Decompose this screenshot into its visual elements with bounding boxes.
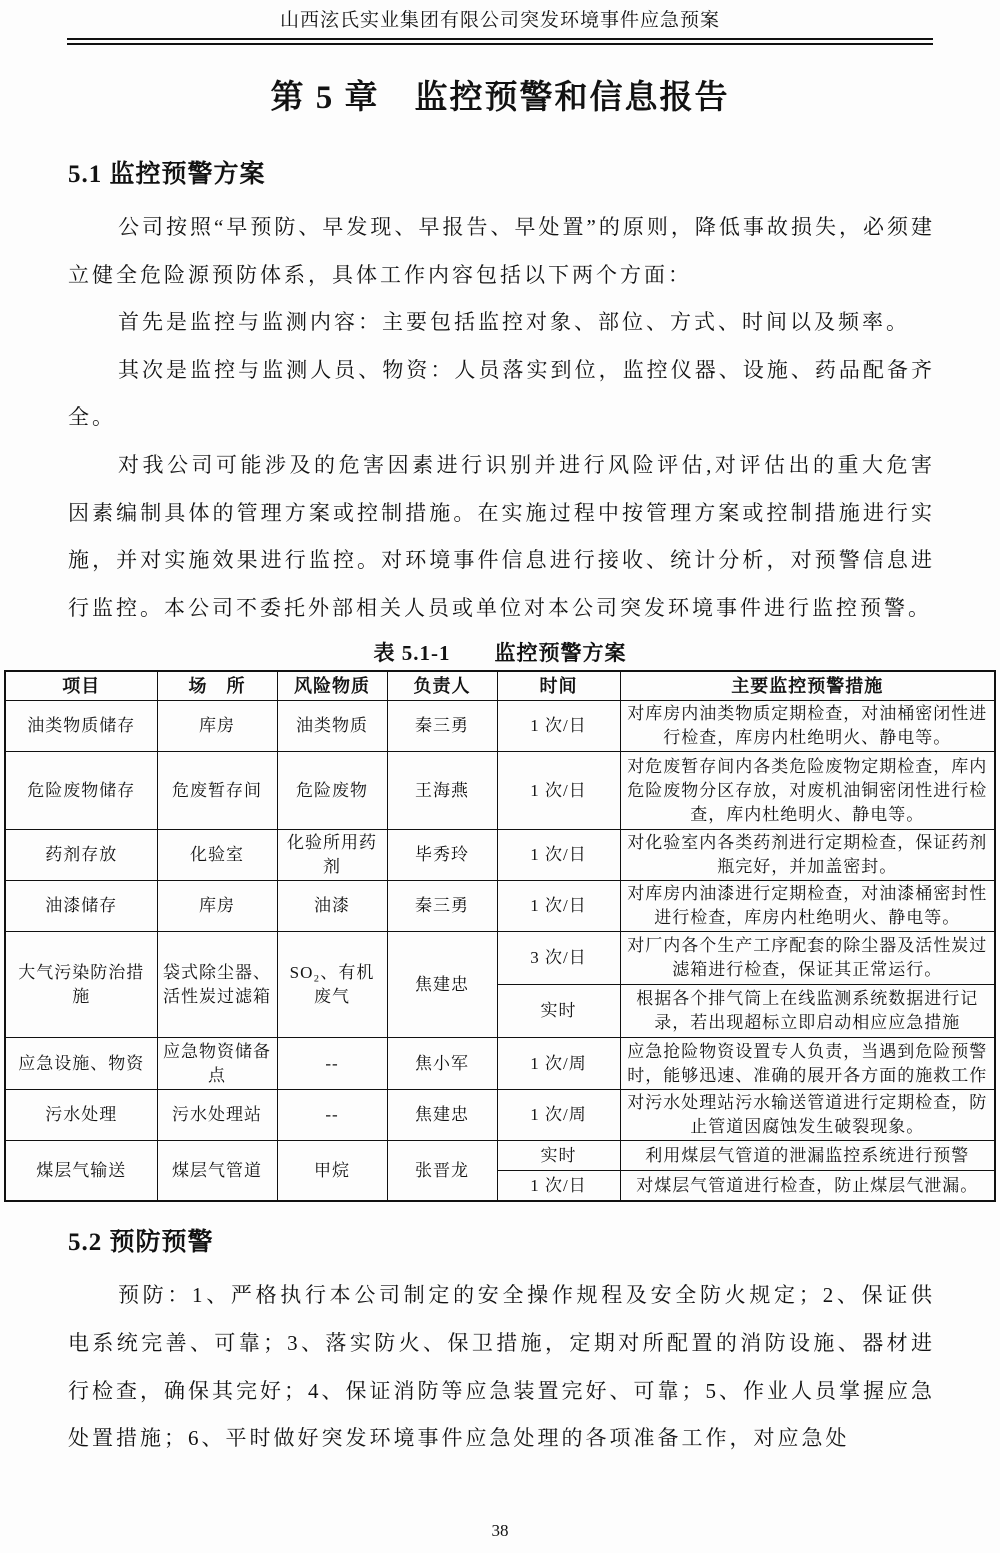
col-header-measures: 主要监控预警措施 (620, 671, 995, 701)
monitoring-plan-table (4, 670, 996, 1202)
cell-item: 油类物质储存 (5, 701, 157, 752)
cell-substance: 化验所用药剂 (277, 830, 387, 881)
cell-measure: 根据各个排气筒上在线监测系统数据进行记录，若出现超标立即启动相应应急措施 (620, 985, 995, 1038)
cell-person: 王海燕 (387, 752, 497, 830)
cell-measure: 应急抢险物资设置专人负责，当遇到危险预警时，能够迅速、准确的展开各方面的施救工作 (620, 1038, 995, 1090)
col-header-substance: 风险物质 (277, 671, 387, 701)
cell-person: 秦三勇 (387, 881, 497, 932)
cell-measure: 对库房内油漆进行定期检查，对油漆桶密封性进行检查，库房内杜绝明火、静电等。 (620, 881, 995, 932)
col-header-time: 时间 (497, 671, 620, 701)
paragraph: 首先是监控与监测内容：主要包括监控对象、部位、方式、时间以及频率。 (118, 310, 910, 335)
cell-substance: -- (277, 1090, 387, 1141)
paragraph: 对我公司可能涉及的危害因素进行识别并进行风险评估,对评估出的重大危害因素编制具体的管理方案或控制措施。在实施过程中按管理方案或控制措施进行实施，并对实施效果进行监控。对环境事件信息进行接收、统计分析，对预警信息进行监控。本公司不委托外部相关人员或单位对本公司突发环境事件进行监控预警。 (68, 452, 935, 620)
cell-measure: 对化验室内各类药剂进行定期检查，保证药剂瓶完好，并加盖密封。 (620, 830, 995, 881)
cell-person: 焦小军 (387, 1038, 497, 1090)
table-row (5, 881, 995, 932)
cell-place: 袋式除尘器、活性炭过滤箱 (157, 932, 277, 1038)
col-header-item: 项目 (5, 671, 157, 701)
table-row (5, 932, 995, 985)
running-header: 山西泫氏实业集团有限公司突发环境事件应急预案 (279, 10, 720, 31)
cell-person: 焦建忠 (387, 932, 497, 1038)
cell-item: 污水处理 (5, 1090, 157, 1141)
cell-item: 药剂存放 (5, 830, 157, 881)
section-heading-5-2: 5.2 预防预警 (68, 1229, 214, 1257)
page-number: 38 (491, 1521, 509, 1540)
cell-measure: 对库房内油类物质定期检查，对油桶密闭性进行检查，库房内杜绝明火、静电等。 (620, 701, 995, 752)
cell-item: 煤层气输送 (5, 1141, 157, 1202)
table-row (5, 1090, 995, 1141)
header-divider (67, 38, 933, 45)
table-row (5, 701, 995, 752)
section-heading-5-1: 5.1 监控预警方案 (68, 161, 266, 188)
chapter-title: 第 5 章 监控预警和信息报告 (270, 80, 730, 116)
cell-person: 张晋龙 (387, 1141, 497, 1202)
paragraph: 其次是监控与监测人员、物资：人员落实到位，监控仪器、设施、药品配备齐全。 (68, 357, 935, 430)
table-caption: 表 5.1-1 监控预警方案 (373, 641, 627, 666)
cell-substance: 油漆 (277, 881, 387, 932)
paragraph: 公司按照“早预防、早发现、早报告、早处置”的原则，降低事故损失，必须建立健全危险源预防体系，具体工作内容包括以下两个方面： (68, 215, 935, 287)
cell-measure: 对污水处理站污水输送管道进行定期检查，防止管道因腐蚀发生破裂现象。 (620, 1090, 995, 1141)
table-header-row (5, 671, 995, 701)
cell-place: 煤层气管道 (157, 1141, 277, 1202)
cell-person: 秦三勇 (387, 701, 497, 752)
cell-time: 3 次/日 (497, 932, 620, 985)
cell-place: 库房 (157, 701, 277, 752)
cell-substance: SO₂、有机废气 (277, 932, 387, 1038)
cell-person: 焦建忠 (387, 1090, 497, 1141)
cell-time: 1 次/日 (497, 830, 620, 881)
col-header-place: 场 所 (157, 671, 277, 701)
cell-time: 实时 (497, 985, 620, 1038)
cell-substance: -- (277, 1038, 387, 1090)
cell-time: 1 次/周 (497, 1038, 620, 1090)
cell-time: 1 次/日 (497, 881, 620, 932)
cell-item: 大气污染防治措施 (5, 932, 157, 1038)
cell-time: 1 次/日 (497, 752, 620, 830)
cell-place: 污水处理站 (157, 1090, 277, 1141)
cell-measure: 利用煤层气管道的泄漏监控系统进行预警 (620, 1141, 995, 1171)
table-row (5, 752, 995, 830)
cell-item: 应急设施、物资 (5, 1038, 157, 1090)
col-header-person: 负责人 (387, 671, 497, 701)
table-row (5, 1141, 995, 1171)
cell-item: 危险废物储存 (5, 752, 157, 830)
cell-item: 油漆储存 (5, 881, 157, 932)
cell-place: 化验室 (157, 830, 277, 881)
cell-place: 危废暂存间 (157, 752, 277, 830)
cell-substance: 油类物质 (277, 701, 387, 752)
section-5-2-body (68, 1272, 935, 1462)
cell-time: 1 次/周 (497, 1090, 620, 1141)
cell-substance: 甲烷 (277, 1141, 387, 1202)
cell-time: 1 次/日 (497, 1171, 620, 1202)
table-row (5, 830, 995, 881)
cell-time: 实时 (497, 1141, 620, 1171)
cell-person: 毕秀玲 (387, 830, 497, 881)
section-5-1-body (68, 204, 935, 632)
table-row (5, 1038, 995, 1090)
paragraph: 预防：1、严格执行本公司制定的安全操作规程及安全防火规定；2、保证供电系统完善、可靠；3、落实防火、保卫措施，定期对所配置的消防设施、器材进行检查，确保其完好；4、保证消防等应急装置完好、可靠；5、作业人员掌握应急处置措施；6、平时做好突发环境事件应急处理的各项准备工作，对应急处 (68, 1283, 935, 1451)
cell-measure: 对厂内各个生产工序配套的除尘器及活性炭过滤箱进行检查，保证其正常运行。 (620, 932, 995, 985)
cell-measure: 对危废暂存间内各类危险废物定期检查，库内危险废物分区存放，对废机油铜密闭性进行检查，库内杜绝明火、静电等。 (620, 752, 995, 830)
cell-place: 库房 (157, 881, 277, 932)
cell-time: 1 次/日 (497, 701, 620, 752)
cell-measure: 对煤层气管道进行检查，防止煤层气泄漏。 (620, 1171, 995, 1202)
cell-place: 应急物资储备点 (157, 1038, 277, 1090)
cell-substance: 危险废物 (277, 752, 387, 830)
